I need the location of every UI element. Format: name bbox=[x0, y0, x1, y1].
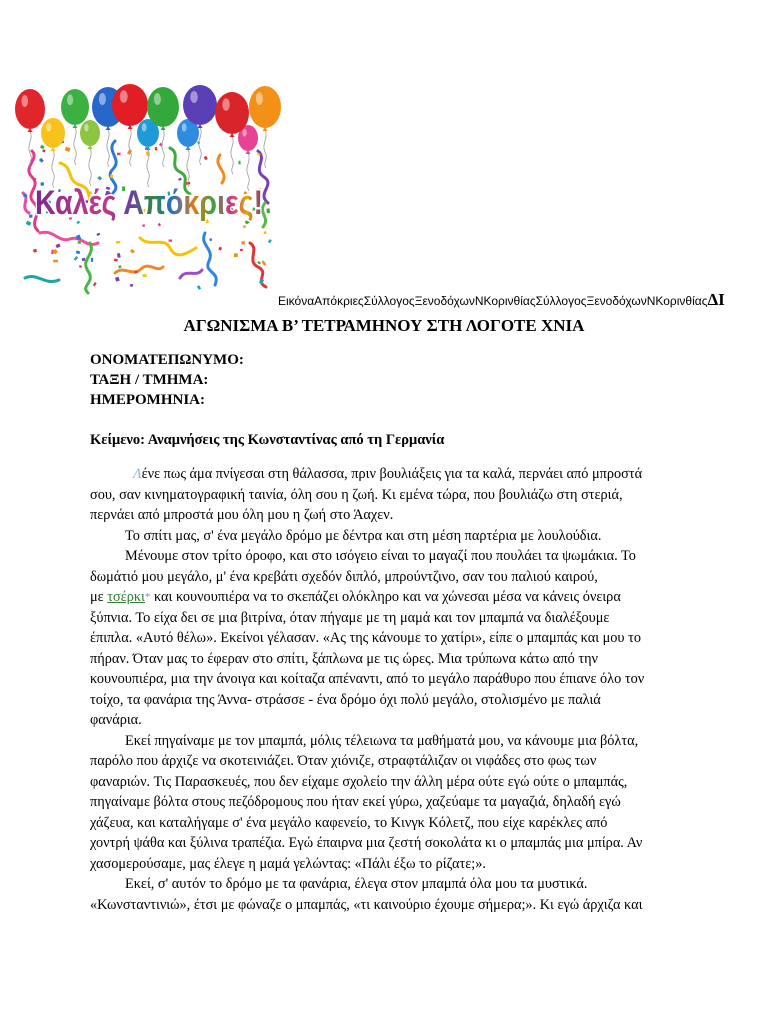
confetti-piece bbox=[264, 231, 267, 234]
confetti-piece bbox=[91, 258, 93, 262]
text-line: τοίχο, τα φανάρια της Άννα- στράσσε - ένα δρόμο όχι πολύ μεγάλο, στολισμένο με παλιά bbox=[90, 691, 601, 708]
balloon-body bbox=[183, 85, 217, 125]
balloon-body bbox=[41, 118, 65, 148]
text-line: φανάρια. bbox=[90, 712, 142, 728]
text-line: δωμάτιό μου μεγάλο, μ' ένα κρεβάτι σχεδόν διπλό, μπρούντζινο, σαν του παλιού καιρού, bbox=[90, 568, 598, 585]
balloon-highlight bbox=[182, 123, 187, 131]
name-field-label: ΟΝΟΜΑΤΕΠΩΝΥΜΟ: bbox=[90, 352, 244, 368]
initial-letter: Λ bbox=[133, 466, 142, 482]
balloon-body bbox=[15, 89, 45, 129]
confetti-piece bbox=[53, 260, 58, 263]
text-line-rest: ένε πως άμα πνίγεσαι στη θάλασσα, πριν βουλιάξεις για τα καλά, περνάει από μπροστά bbox=[141, 466, 643, 482]
balloon-highlight bbox=[154, 93, 161, 105]
balloon-highlight bbox=[142, 123, 147, 131]
confetti-piece bbox=[239, 161, 241, 165]
text-line: κουνουπιέρα, μια την άνοιγα και κοίταζα απέναντι, από το μεγάλο παράθυρο που έπιανε όλο τον bbox=[90, 671, 645, 687]
balloon-highlight bbox=[21, 95, 28, 107]
balloon-body bbox=[215, 92, 249, 134]
balloon-body bbox=[112, 84, 148, 126]
text-heading: Κείμενο: Αναμνήσεις της Κωνσταντίνας από τη Γερμανία bbox=[90, 432, 445, 448]
text-line: ξύπνια. Το είχα δει σε μια βιτρίνα, όταν πήγαμε με τη μαμά και τον μπαμπά να διαλέξουμε bbox=[90, 609, 610, 626]
balloon-highlight bbox=[190, 91, 197, 103]
image-caption bbox=[278, 290, 725, 311]
caption-text: ΕικόναΑπόκριεςΣύλλογοςΞενοδόχωνΝΚορινθίαςΣύλλογοςΞενοδόχωνΝΚορινθίας bbox=[278, 294, 708, 308]
confetti-piece bbox=[42, 149, 45, 152]
date-field-label: ΗΜΕΡΟΜΗΝΙΑ: bbox=[90, 392, 205, 408]
balloon-body bbox=[249, 86, 281, 128]
confetti-piece bbox=[241, 241, 245, 245]
balloon-highlight bbox=[222, 98, 229, 111]
text-line: Το σπίτι μας, σ' ένα μεγάλο δρόμο με δέντρα και στη μέση παρτέρια με λουλούδια. bbox=[125, 527, 602, 544]
text-line: έπιπλα. «Αυτό θέλω». Εκείνοι γέλασαν. «Ας της κάνουμε το χατίρι», είπε ο μπαμπάς και μου το bbox=[90, 630, 641, 646]
confetti-piece bbox=[142, 224, 145, 227]
confetti-piece bbox=[29, 215, 32, 218]
text-line: χασομερούσαμε, μας έλεγε η μαμά γελώντας: «Πάλι έξω το ρίζατε;». bbox=[90, 855, 486, 872]
confetti-piece bbox=[234, 253, 238, 257]
balloon-highlight bbox=[67, 94, 73, 105]
glossary-link[interactable]: τσέρκι bbox=[107, 589, 145, 605]
confetti-piece bbox=[243, 225, 245, 227]
confetti-piece bbox=[155, 147, 158, 151]
carnival-greeting-image bbox=[20, 93, 278, 295]
footnote-marker[interactable]: * bbox=[144, 591, 151, 603]
balloon-highlight bbox=[46, 123, 51, 132]
balloon-highlight bbox=[84, 124, 88, 132]
text-line: Μένουμε στον τρίτο όροφο, και στο ισόγειο είναι το μαγαζί που πουλάει τα ψωμάκια. Το bbox=[125, 548, 636, 564]
balloon-highlight bbox=[242, 129, 246, 137]
text-line: χάζευα, και καταλήγαμε σ' ένα μεγάλο καφενείο, το Κινγκ Κόλετζ, που είχε καρέκλες από bbox=[90, 814, 608, 831]
text-line: Εκεί, σ' αυτόν το δρόμο με τα φανάρια, έλεγα στον μπαμπά όλα μου τα μυστικά. bbox=[125, 876, 588, 892]
text-line: παρόλο που άρχιζε να σκοτεινιάζει. Όταν χιόνιζε, στραφτάλιζαν οι νιφάδες στο φως των bbox=[90, 753, 597, 769]
confetti-piece bbox=[142, 274, 146, 277]
carnival-illustration bbox=[20, 93, 278, 295]
confetti-piece bbox=[33, 178, 36, 182]
text-line: «Κωνσταντινιώ», έτσι με φώναζε ο μπαμπάς, «τι καινούριο έχουμε σήμερα;». Κι εγώ άρχιζα και bbox=[90, 896, 643, 913]
balloon-body bbox=[80, 120, 100, 146]
balloon-highlight bbox=[256, 92, 263, 105]
confetti-piece bbox=[169, 240, 173, 242]
text-line: περνάει από μπροστά μου όλη μου η ζωή στο Άαχεν. bbox=[90, 507, 394, 523]
balloon-body bbox=[61, 89, 89, 125]
confetti-piece bbox=[130, 284, 133, 287]
balloon-highlight bbox=[120, 90, 128, 103]
text-line: Εκεί πηγαίναμε με τον μπαμπά, μόλις τέλειωνα τα μαθήματά μου, να κάνουμε μια βόλτα, bbox=[125, 732, 639, 749]
greeting-text: Καλές Απόκριες! bbox=[35, 184, 263, 222]
confetti-piece bbox=[78, 241, 81, 244]
text-line bbox=[90, 587, 644, 608]
text-line: χοντρή ψάθα και ξύλινα τραπέζια. Εγώ έπαιρνα μια ζεστή σοκολάτα κι ο μπαμπάς μια μπίρα. Αν bbox=[90, 835, 643, 851]
student-fields bbox=[90, 350, 244, 410]
confetti-piece bbox=[209, 238, 212, 241]
caption-tail: ΔΙ bbox=[707, 290, 725, 309]
text-line-prefix: με bbox=[90, 589, 108, 605]
text-line bbox=[90, 464, 644, 485]
text-line: φαναριών. Τις Παρασκευές, που δεν είχαμε σχολείο την άλλη μέρα ούτε εγώ ούτε ο μπαμπάς, bbox=[90, 773, 628, 790]
confetti-piece bbox=[240, 249, 243, 251]
balloon-highlight bbox=[99, 93, 106, 105]
confetti-piece bbox=[266, 208, 270, 213]
text-line: πηγαίναμε βόλτα στους πεζόδρομους που ήταν εκεί γύρω, χαζεύαμε τα μαγαζιά, δηλαδή εγώ bbox=[90, 794, 621, 810]
confetti-piece bbox=[117, 153, 121, 156]
text-line-suffix: και κουνουπιέρα να το σκεπάζει ολόκληρο και να χώνεσαι μέσα να κάνεις όνειρα bbox=[150, 589, 621, 605]
text-line: πήραν. Όταν μας το έφεραν στο σπίτι, ξάπλωνα με τις ώρες. Μια τρύπωνα κάτω από την bbox=[90, 650, 599, 667]
balloon-body bbox=[147, 87, 179, 127]
class-field-label: ΤΑΞΗ / ΤΜΗΜΑ: bbox=[90, 372, 209, 388]
text-line: σου, σαν κινηματογραφική ταινία, όλη σου η ζωή. Κι εμένα τώρα, που βουλιάζω στη στεριά, bbox=[90, 486, 623, 503]
text-body bbox=[90, 464, 644, 915]
page-title: ΑΓΩΝΙΣΜΑ Β’ ΤΕΤΡΑΜΗΝΟΥ ΣΤΗ ΛΟΓΟΤΕ ΧΝΙΑ bbox=[183, 316, 585, 335]
